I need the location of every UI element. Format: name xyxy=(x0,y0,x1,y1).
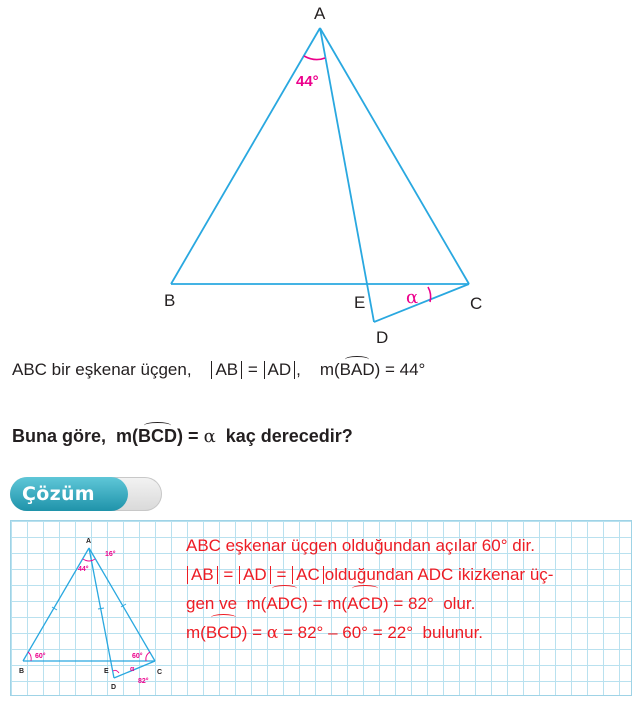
segment-ad xyxy=(320,28,374,322)
mini-angle-44: 44° xyxy=(78,566,89,573)
angle-label-bad: 44° xyxy=(296,73,319,90)
abs-ad: AD xyxy=(239,566,271,584)
measure-open: m( xyxy=(246,594,267,613)
mini-angle-d82: 82° xyxy=(138,678,149,685)
measure-close: ) = xyxy=(241,623,263,642)
side-ac xyxy=(320,28,469,284)
angle-bcd: BCD xyxy=(206,618,242,647)
measure-open: m( xyxy=(186,623,206,642)
angle-bcd: BCD xyxy=(138,426,178,446)
line3-suffix: olur. xyxy=(443,594,476,613)
abs-ac: AC xyxy=(292,566,324,584)
measure-close: ) = xyxy=(177,426,199,446)
mini-label-a: A xyxy=(86,538,92,545)
point-label-a: A xyxy=(314,4,326,23)
solution-explanation xyxy=(186,531,626,648)
angle-acd: ACD xyxy=(347,589,383,618)
abs-ab: AB xyxy=(211,361,242,379)
mini-arc-c xyxy=(146,652,150,661)
point-label-c: C xyxy=(470,294,483,313)
mini-angle-b60: 60° xyxy=(35,653,46,660)
mini-label-d: D xyxy=(111,684,117,691)
solution-line-1: ABC eşkenar üçgen olduğundan açılar 60° dir. xyxy=(186,536,535,555)
measure-open: m( xyxy=(319,360,340,379)
mini-angle-alpha: α xyxy=(130,666,135,673)
mini-arc-a xyxy=(83,559,95,561)
line3-prefix: gen ve xyxy=(186,594,238,613)
measure-value: ) = 44° xyxy=(374,360,426,379)
given-statement xyxy=(12,360,425,380)
mini-tick-ad xyxy=(98,608,104,609)
solution-line-3 xyxy=(186,589,626,618)
solution-badge xyxy=(10,477,162,511)
equals-sign: = xyxy=(247,360,258,379)
measure-mid: ) = m( xyxy=(302,594,348,613)
mini-label-e: E xyxy=(104,668,109,675)
mini-side-ac xyxy=(89,548,155,661)
angle-arc-bad xyxy=(304,56,325,60)
alpha-symbol: α xyxy=(203,426,216,447)
solution-line-2-rest: olduğundan ADC ikizkenar üç- xyxy=(324,565,554,584)
measure-open: m( xyxy=(116,426,139,446)
point-label-e: E xyxy=(354,293,366,312)
mini-angle-c60: 60° xyxy=(132,653,143,660)
solution-panel xyxy=(10,520,632,696)
measure-value: ) = 82° xyxy=(383,594,434,613)
segment-dc xyxy=(374,284,469,322)
solution-label: Çözüm xyxy=(10,477,128,511)
question-text xyxy=(12,426,353,447)
mini-segment-ad xyxy=(89,548,114,678)
solution-mini-figure xyxy=(11,521,186,697)
question-prefix: Buna göre, xyxy=(12,426,107,446)
angle-label-alpha: α xyxy=(406,287,419,308)
given-intro: ABC bir eşkenar üçgen, xyxy=(12,360,192,379)
mini-arc-d xyxy=(113,670,119,673)
comma: , xyxy=(296,360,301,379)
mini-side-ab xyxy=(23,548,89,661)
point-label-b: B xyxy=(164,291,176,310)
point-label-d: D xyxy=(376,328,389,347)
mini-angle-16: 16° xyxy=(105,551,116,558)
angle-adc: ADC xyxy=(266,589,302,618)
alpha-symbol: α xyxy=(266,623,279,643)
angle-bad: BAD xyxy=(339,360,375,379)
line4-suffix: bulunur. xyxy=(422,623,484,642)
abs-ad: AD xyxy=(264,361,296,379)
abs-ab: AB xyxy=(187,566,218,584)
mini-arc-b xyxy=(28,652,31,661)
equals-sign: = xyxy=(276,565,287,584)
solution-line-2 xyxy=(186,560,626,589)
solution-line-4 xyxy=(186,618,626,648)
mini-segment-dc xyxy=(114,661,155,678)
mini-label-c: C xyxy=(157,669,163,676)
calculation: = 82° – 60° = 22° xyxy=(283,623,414,642)
side-ab xyxy=(171,28,320,284)
mini-label-b: B xyxy=(19,668,25,675)
equals-sign: = xyxy=(223,565,234,584)
question-suffix: kaç derecedir? xyxy=(225,426,353,446)
